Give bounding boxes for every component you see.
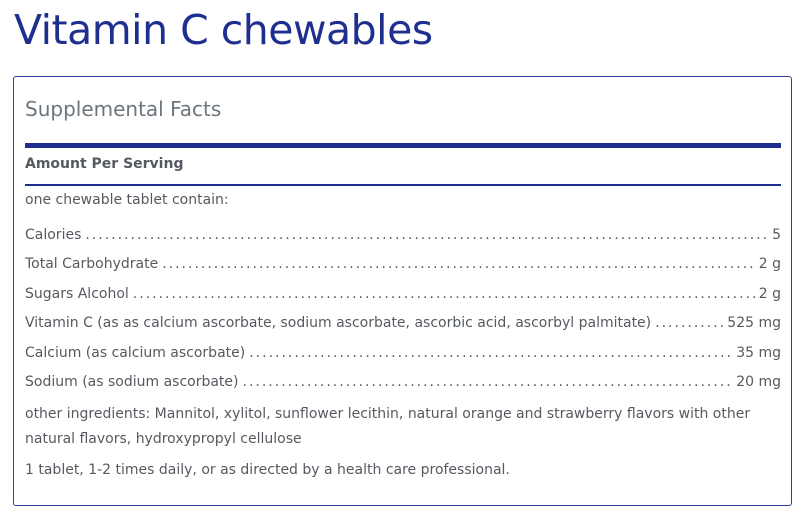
nutrient-row-total-carbohydrate [25,256,781,285]
nutrient-list [25,227,781,403]
nutrient-name: Calcium (as calcium ascorbate) [25,344,246,361]
serving-size-text: one chewable tablet contain: [25,192,229,208]
dot-leader [655,315,723,331]
dot-leader [133,286,755,302]
dot-leader [249,345,732,361]
page-title: Vitamin C chewables [14,6,433,54]
dot-leader [243,374,733,390]
dot-leader [85,227,768,243]
thin-divider [25,184,781,186]
nutrient-name: Sugars Alcohol [25,285,129,302]
dot-leader [162,256,755,272]
nutrient-name: Vitamin C (as as calcium ascorbate, sodium ascorbate, ascorbic acid, ascorbyl palmitate) [25,315,652,332]
thick-divider [25,143,781,148]
nutrient-amount: 20 mg [736,373,781,390]
nutrient-row-calories [25,227,781,256]
nutrient-amount: 525 mg [727,315,781,332]
nutrient-amount: 5 [772,227,781,243]
other-ingredients-text: other ingredients: Mannitol, xylitol, sunflower lecithin, natural orange and strawberry flavors with other natural flavors, hydroxypropyl cellulose [25,406,751,447]
nutrient-row-sugars-alcohol [25,286,781,315]
nutrient-amount: 2 g [758,285,781,302]
supplement-facts-panel [13,76,792,506]
directions-text: 1 tablet, 1-2 times daily, or as directed by a health care professional. [25,462,510,478]
nutrient-amount: 2 g [758,256,781,273]
nutrient-row-calcium [25,345,781,374]
facts-heading: Supplemental Facts [25,97,222,121]
amount-per-serving-heading: Amount Per Serving [25,156,184,172]
nutrient-name: Calories [25,227,82,243]
nutrient-name: Total Carbohydrate [25,256,159,273]
nutrient-row-vitamin-c [25,315,781,344]
nutrient-amount: 35 mg [736,344,781,361]
nutrient-name: Sodium (as sodium ascorbate) [25,373,239,390]
nutrient-row-sodium [25,374,781,403]
